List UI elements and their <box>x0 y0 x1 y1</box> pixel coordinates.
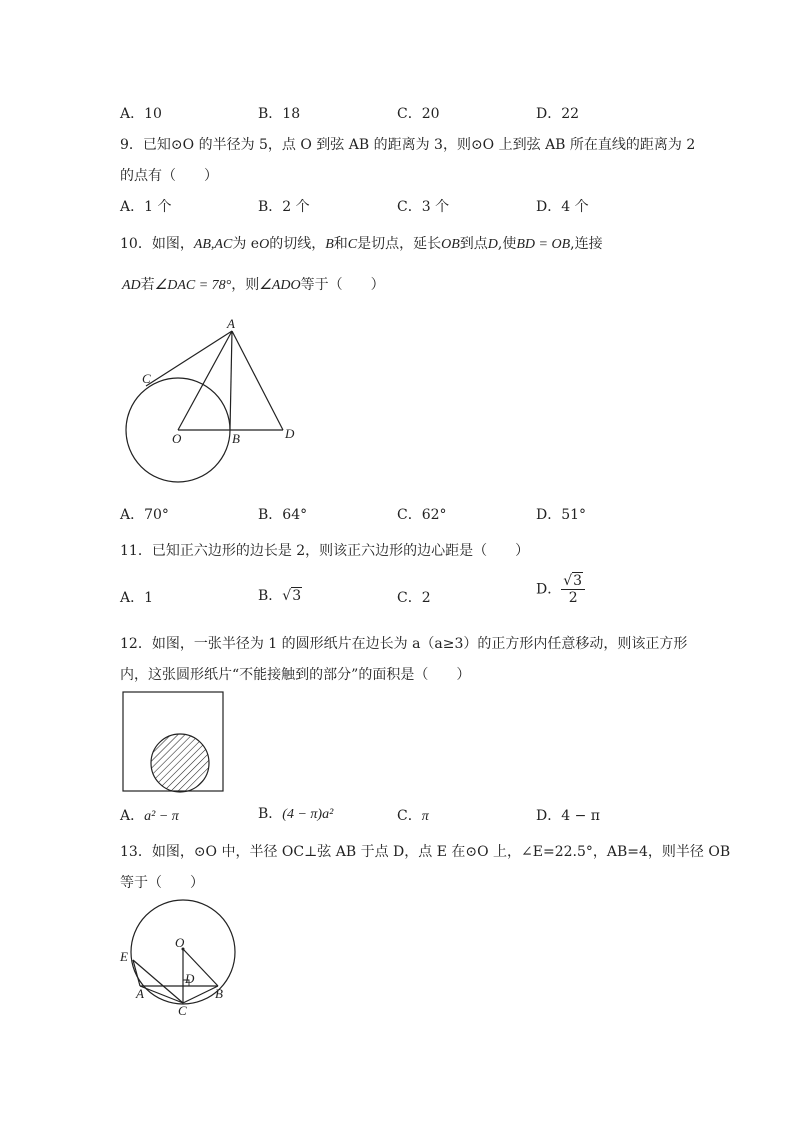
q13-figure <box>110 895 240 1020</box>
segment-ab <box>230 331 232 430</box>
label-e: E <box>120 949 128 964</box>
segment-ao <box>178 331 232 430</box>
label-o: O <box>172 431 182 446</box>
q9-option-b[interactable]: B．2 个 <box>258 199 310 215</box>
q12-stem-line1: 12．如图，一张半径为 1 的圆形纸片在边长为 a（a≥3）的正方形内任意移动，则该正方形 <box>120 636 688 652</box>
tangent-ac <box>146 331 232 386</box>
q10-figure <box>110 310 310 480</box>
q12-option-b[interactable]: B．(4 − π)a² <box>258 806 334 822</box>
q11-option-b[interactable]: B．√3 <box>258 588 302 604</box>
q10-option-d[interactable]: D．51° <box>536 507 587 523</box>
q11-option-a[interactable]: A．1 <box>120 590 154 606</box>
q9-option-c[interactable]: C．3 个 <box>397 199 450 215</box>
q8-option-d[interactable]: D．22 <box>536 106 580 122</box>
q9-option-d[interactable]: D．4 个 <box>536 199 589 215</box>
label-a: A <box>227 316 235 331</box>
label-b: B <box>232 431 240 446</box>
q10-option-c[interactable]: C．62° <box>397 507 447 523</box>
q9-stem-line2: 的点有（ ） <box>120 168 218 184</box>
q12-option-c[interactable]: C．π <box>397 808 429 824</box>
q10-option-a[interactable]: A．70° <box>120 507 169 523</box>
segment-ea <box>133 960 140 986</box>
q12-option-d[interactable]: D．4 − π <box>536 808 600 824</box>
paper-circle <box>151 734 209 792</box>
q11-option-d[interactable]: D． $\frac{√3}{2}$ <box>536 574 585 605</box>
label-o: O <box>175 935 185 950</box>
label-c: C <box>178 1003 187 1018</box>
label-a: A <box>136 986 144 1001</box>
q8-option-a[interactable]: A．10 <box>120 106 162 122</box>
label-d: D <box>285 426 295 441</box>
q10-option-b[interactable]: B．64° <box>258 507 308 523</box>
q13-stem-line1: 13．如图，⊙O 中，半径 OC⊥弦 AB 于点 D，点 E 在⊙O 上，∠E=22.5°，AB=4，则半径 OB <box>120 844 731 860</box>
segment-ad <box>232 331 283 430</box>
segment-ac <box>140 986 183 1003</box>
label-d: D <box>185 971 195 986</box>
q10-stem-line2: AD若∠DAC = 78°，则∠ADO等于（ ） <box>122 277 385 293</box>
q12-option-a[interactable]: A．a² − π <box>120 808 179 824</box>
q9-stem-line1: 9．已知⊙O 的半径为 5，点 O 到弦 AB 的距离为 3，则⊙O 上到弦 AB 所在直线的距离为 2 <box>120 137 696 153</box>
q10-stem-line1: 10．如图，AB,AC为 eO的切线，B和C是切点，延长OB到点D,使BD = OB,连接 <box>120 236 603 252</box>
q12-stem-line2: 内，这张圆形纸片“不能接触到的部分”的面积是（ ） <box>120 667 471 683</box>
q11-option-c[interactable]: C．2 <box>397 590 431 606</box>
q8-option-b[interactable]: B．18 <box>258 106 301 122</box>
q11-stem: 11．已知正六边形的边长是 2，则该正六边形的边心距是（ ） <box>120 543 530 559</box>
q12-figure <box>120 690 230 800</box>
label-c: C <box>142 371 151 386</box>
q13-stem-line2: 等于（ ） <box>120 875 204 891</box>
q8-option-c[interactable]: C．20 <box>397 106 440 122</box>
q9-option-a[interactable]: A．1 个 <box>120 199 172 215</box>
label-b: B <box>215 986 223 1001</box>
